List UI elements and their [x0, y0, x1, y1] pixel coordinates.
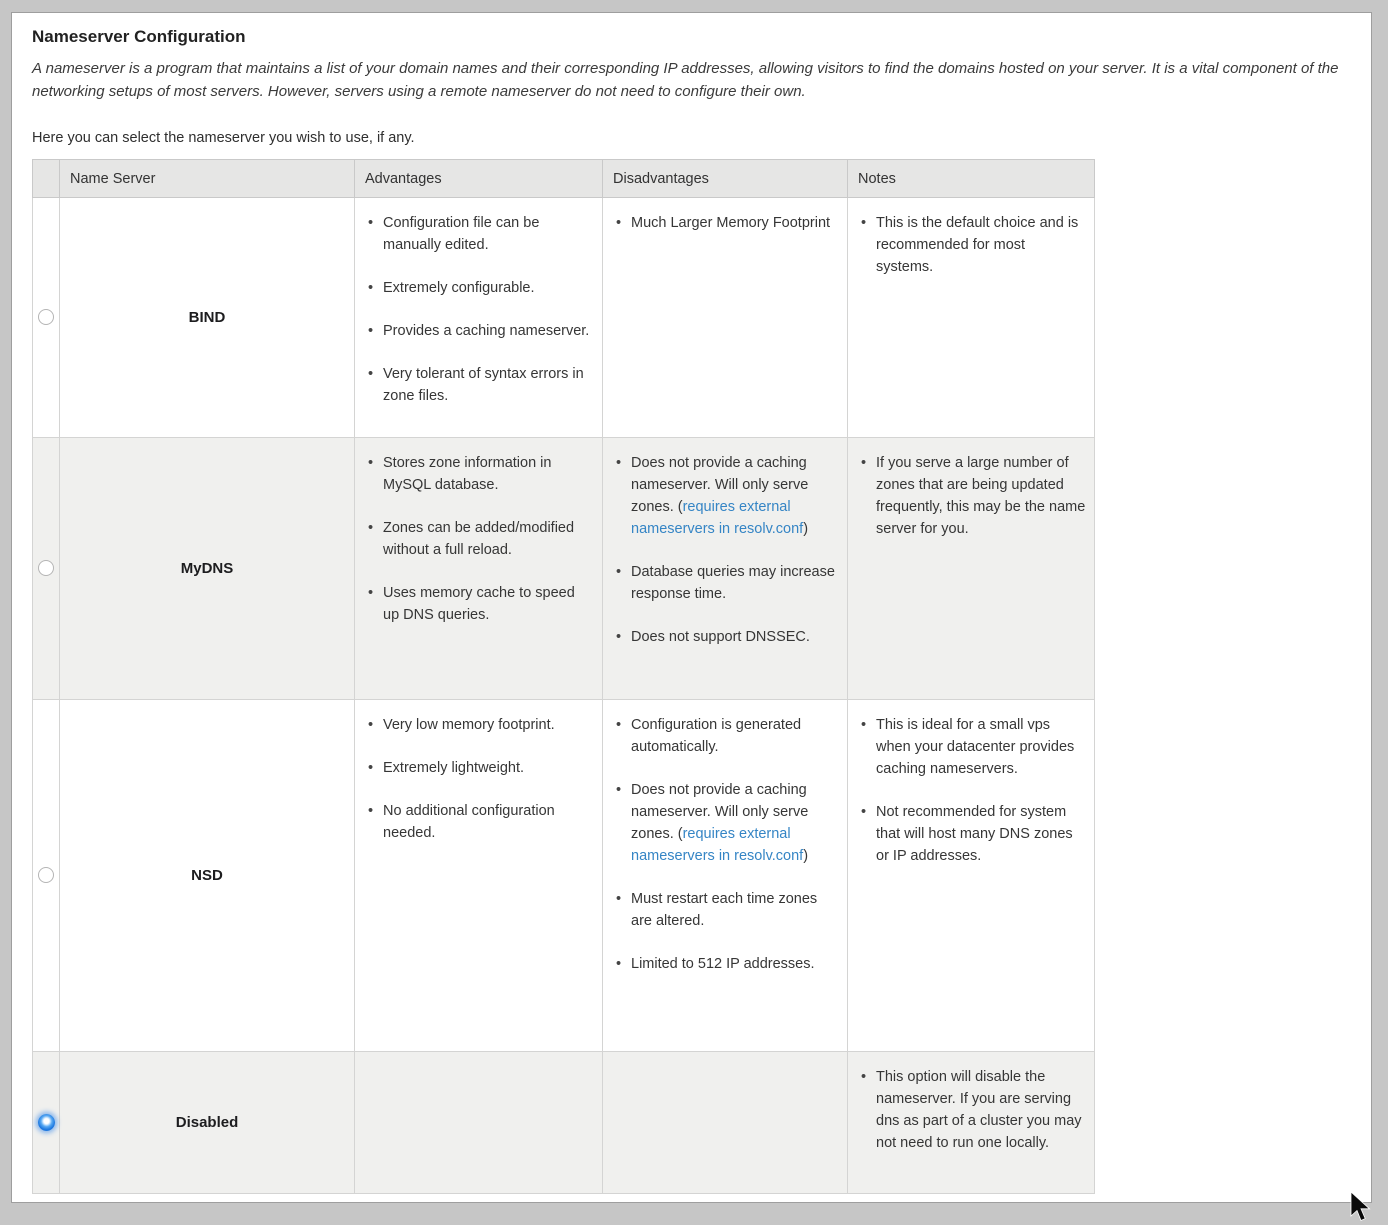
advantages-list: [359, 452, 594, 626]
list-item-text: Database queries may increase response time.: [631, 564, 835, 602]
list-item: [359, 452, 594, 496]
list-item-text: Zones can be added/modified without a full reload.: [383, 520, 575, 558]
content-panel: [11, 12, 1372, 1203]
table-row: [33, 1052, 1095, 1194]
list-item-text: Provides a caching nameserver.: [383, 323, 590, 339]
page-title: Nameserver Configuration: [32, 27, 246, 46]
col-header-disadvantages: Disadvantages: [603, 160, 848, 198]
list-item-text: No additional configuration needed.: [383, 803, 555, 841]
list-item: [607, 888, 839, 932]
advantages-cell: [355, 438, 603, 700]
list-item: [607, 626, 839, 648]
notes-cell: [848, 1052, 1095, 1194]
advantages-cell: [355, 700, 603, 1052]
list-item: [359, 582, 594, 626]
nameserver-table-body: [33, 198, 1095, 1194]
disadvantages-cell: [603, 1052, 848, 1194]
table-row: [33, 438, 1095, 700]
nameserver-name-cell: [60, 198, 355, 438]
advantages-list: [359, 714, 594, 844]
list-item-text: ): [803, 521, 809, 537]
list-item-text: Very low memory footprint.: [383, 717, 555, 733]
nameserver-name-cell: [60, 438, 355, 700]
col-header-name-server: Name Server: [60, 160, 355, 198]
list-item-text: If you serve a large number of zones that are being updated frequently, this may be the name server for you.: [876, 455, 1086, 537]
radio-disabled[interactable]: [38, 1114, 55, 1131]
disadvantages-cell: [603, 198, 848, 438]
radio-cell-disabled: [33, 1052, 60, 1194]
radio-nsd[interactable]: [38, 867, 54, 883]
nameserver-name-cell: [60, 700, 355, 1052]
list-item: [359, 800, 594, 844]
list-item-text: Extremely configurable.: [383, 280, 535, 296]
notes-list: [852, 212, 1086, 278]
list-item-text: This is ideal for a small vps when your datacenter provides caching nameservers.: [876, 717, 1075, 777]
list-item-text: Does not support DNSSEC.: [631, 629, 810, 645]
disadvantages-cell: [603, 438, 848, 700]
notes-list: [852, 714, 1086, 867]
list-item: [852, 714, 1086, 780]
list-item: [852, 1066, 1086, 1154]
list-item-text: Limited to 512 IP addresses.: [631, 956, 815, 972]
nameserver-name: BIND: [188, 309, 226, 326]
list-item: [359, 212, 594, 256]
list-item: [607, 212, 839, 234]
list-item: [359, 714, 594, 736]
list-item: [607, 779, 839, 867]
list-item-text: Very tolerant of syntax errors in zone files.: [383, 366, 584, 404]
notes-cell: [848, 438, 1095, 700]
list-item: [607, 561, 839, 605]
list-item: [359, 517, 594, 561]
list-item-text: This option will disable the nameserver. If you are serving dns as part of a cluster you may not need to run one locally.: [876, 1069, 1082, 1151]
list-item-text: Uses memory cache to speed up DNS queries.: [383, 585, 575, 623]
radio-cell-nsd: [33, 700, 60, 1052]
list-item-text: Does not provide a caching nameserver. Will only serve zones. (: [631, 782, 809, 842]
list-item: [852, 452, 1086, 540]
advantages-cell: [355, 1052, 603, 1194]
list-item-text: Must restart each time zones are altered.: [631, 891, 818, 929]
list-item: [607, 452, 839, 540]
list-item-text: This is the default choice and is recommended for most systems.: [876, 215, 1079, 275]
nameserver-name-cell: [60, 1052, 355, 1194]
nameserver-name: NSD: [191, 867, 223, 884]
nameserver-name: Disabled: [175, 1114, 239, 1131]
list-item-text: ): [803, 848, 809, 864]
list-item: [359, 363, 594, 407]
disadvantages-cell: [603, 700, 848, 1052]
radio-cell-mydns: [33, 438, 60, 700]
col-header-advantages: Advantages: [355, 160, 603, 198]
notes-cell: [848, 700, 1095, 1052]
advantages-cell: [355, 198, 603, 438]
notes-list: [852, 1066, 1086, 1154]
list-item-text: Extremely lightweight.: [383, 760, 525, 776]
disadvantages-list: [607, 212, 839, 234]
table-row: [33, 700, 1095, 1052]
page-content: [12, 13, 1371, 1203]
resolv-conf-link[interactable]: requires external nameservers in resolv.conf: [631, 826, 804, 864]
notes-list: [852, 452, 1086, 540]
nameserver-name: MyDNS: [180, 560, 234, 577]
list-item-text: Much Larger Memory Footprint: [631, 215, 831, 231]
radio-bind[interactable]: [38, 309, 54, 325]
table-row: [33, 198, 1095, 438]
notes-cell: [848, 198, 1095, 438]
radio-mydns[interactable]: [38, 560, 54, 576]
intro-paragraph: A nameserver is a program that maintains a list of your domain names and their corresponding IP addresses, allowing visitors to find the domains hosted on your server. It is a vital component of the networking setups of most servers. However, servers using a remote nameserver do not need to configure their own.: [32, 60, 1339, 100]
list-item-text: Stores zone information in MySQL database.: [383, 455, 552, 493]
list-item: [852, 801, 1086, 867]
disadvantages-list: [607, 452, 839, 648]
col-header-notes: Notes: [848, 160, 1095, 198]
resolv-conf-link[interactable]: requires external nameservers in resolv.conf: [631, 499, 804, 537]
disadvantages-list: [607, 714, 839, 975]
table-header-row: [33, 160, 1095, 198]
list-item-text: Does not provide a caching nameserver. Will only serve zones. (: [631, 455, 809, 515]
list-item: [607, 953, 839, 975]
nameserver-table: [32, 159, 1095, 1194]
list-item: [359, 277, 594, 299]
list-item: [359, 757, 594, 779]
instruction-text: Here you can select the nameserver you wish to use, if any.: [32, 130, 415, 146]
list-item-text: Not recommended for system that will host many DNS zones or IP addresses.: [876, 804, 1073, 864]
list-item: [852, 212, 1086, 278]
list-item: [359, 320, 594, 342]
list-item-text: Configuration is generated automatically.: [631, 717, 802, 755]
advantages-list: [359, 212, 594, 407]
list-item: [607, 714, 839, 758]
radio-cell-bind: [33, 198, 60, 438]
list-item-text: Configuration file can be manually edited.: [383, 215, 540, 253]
radio-column-header: [33, 160, 60, 198]
